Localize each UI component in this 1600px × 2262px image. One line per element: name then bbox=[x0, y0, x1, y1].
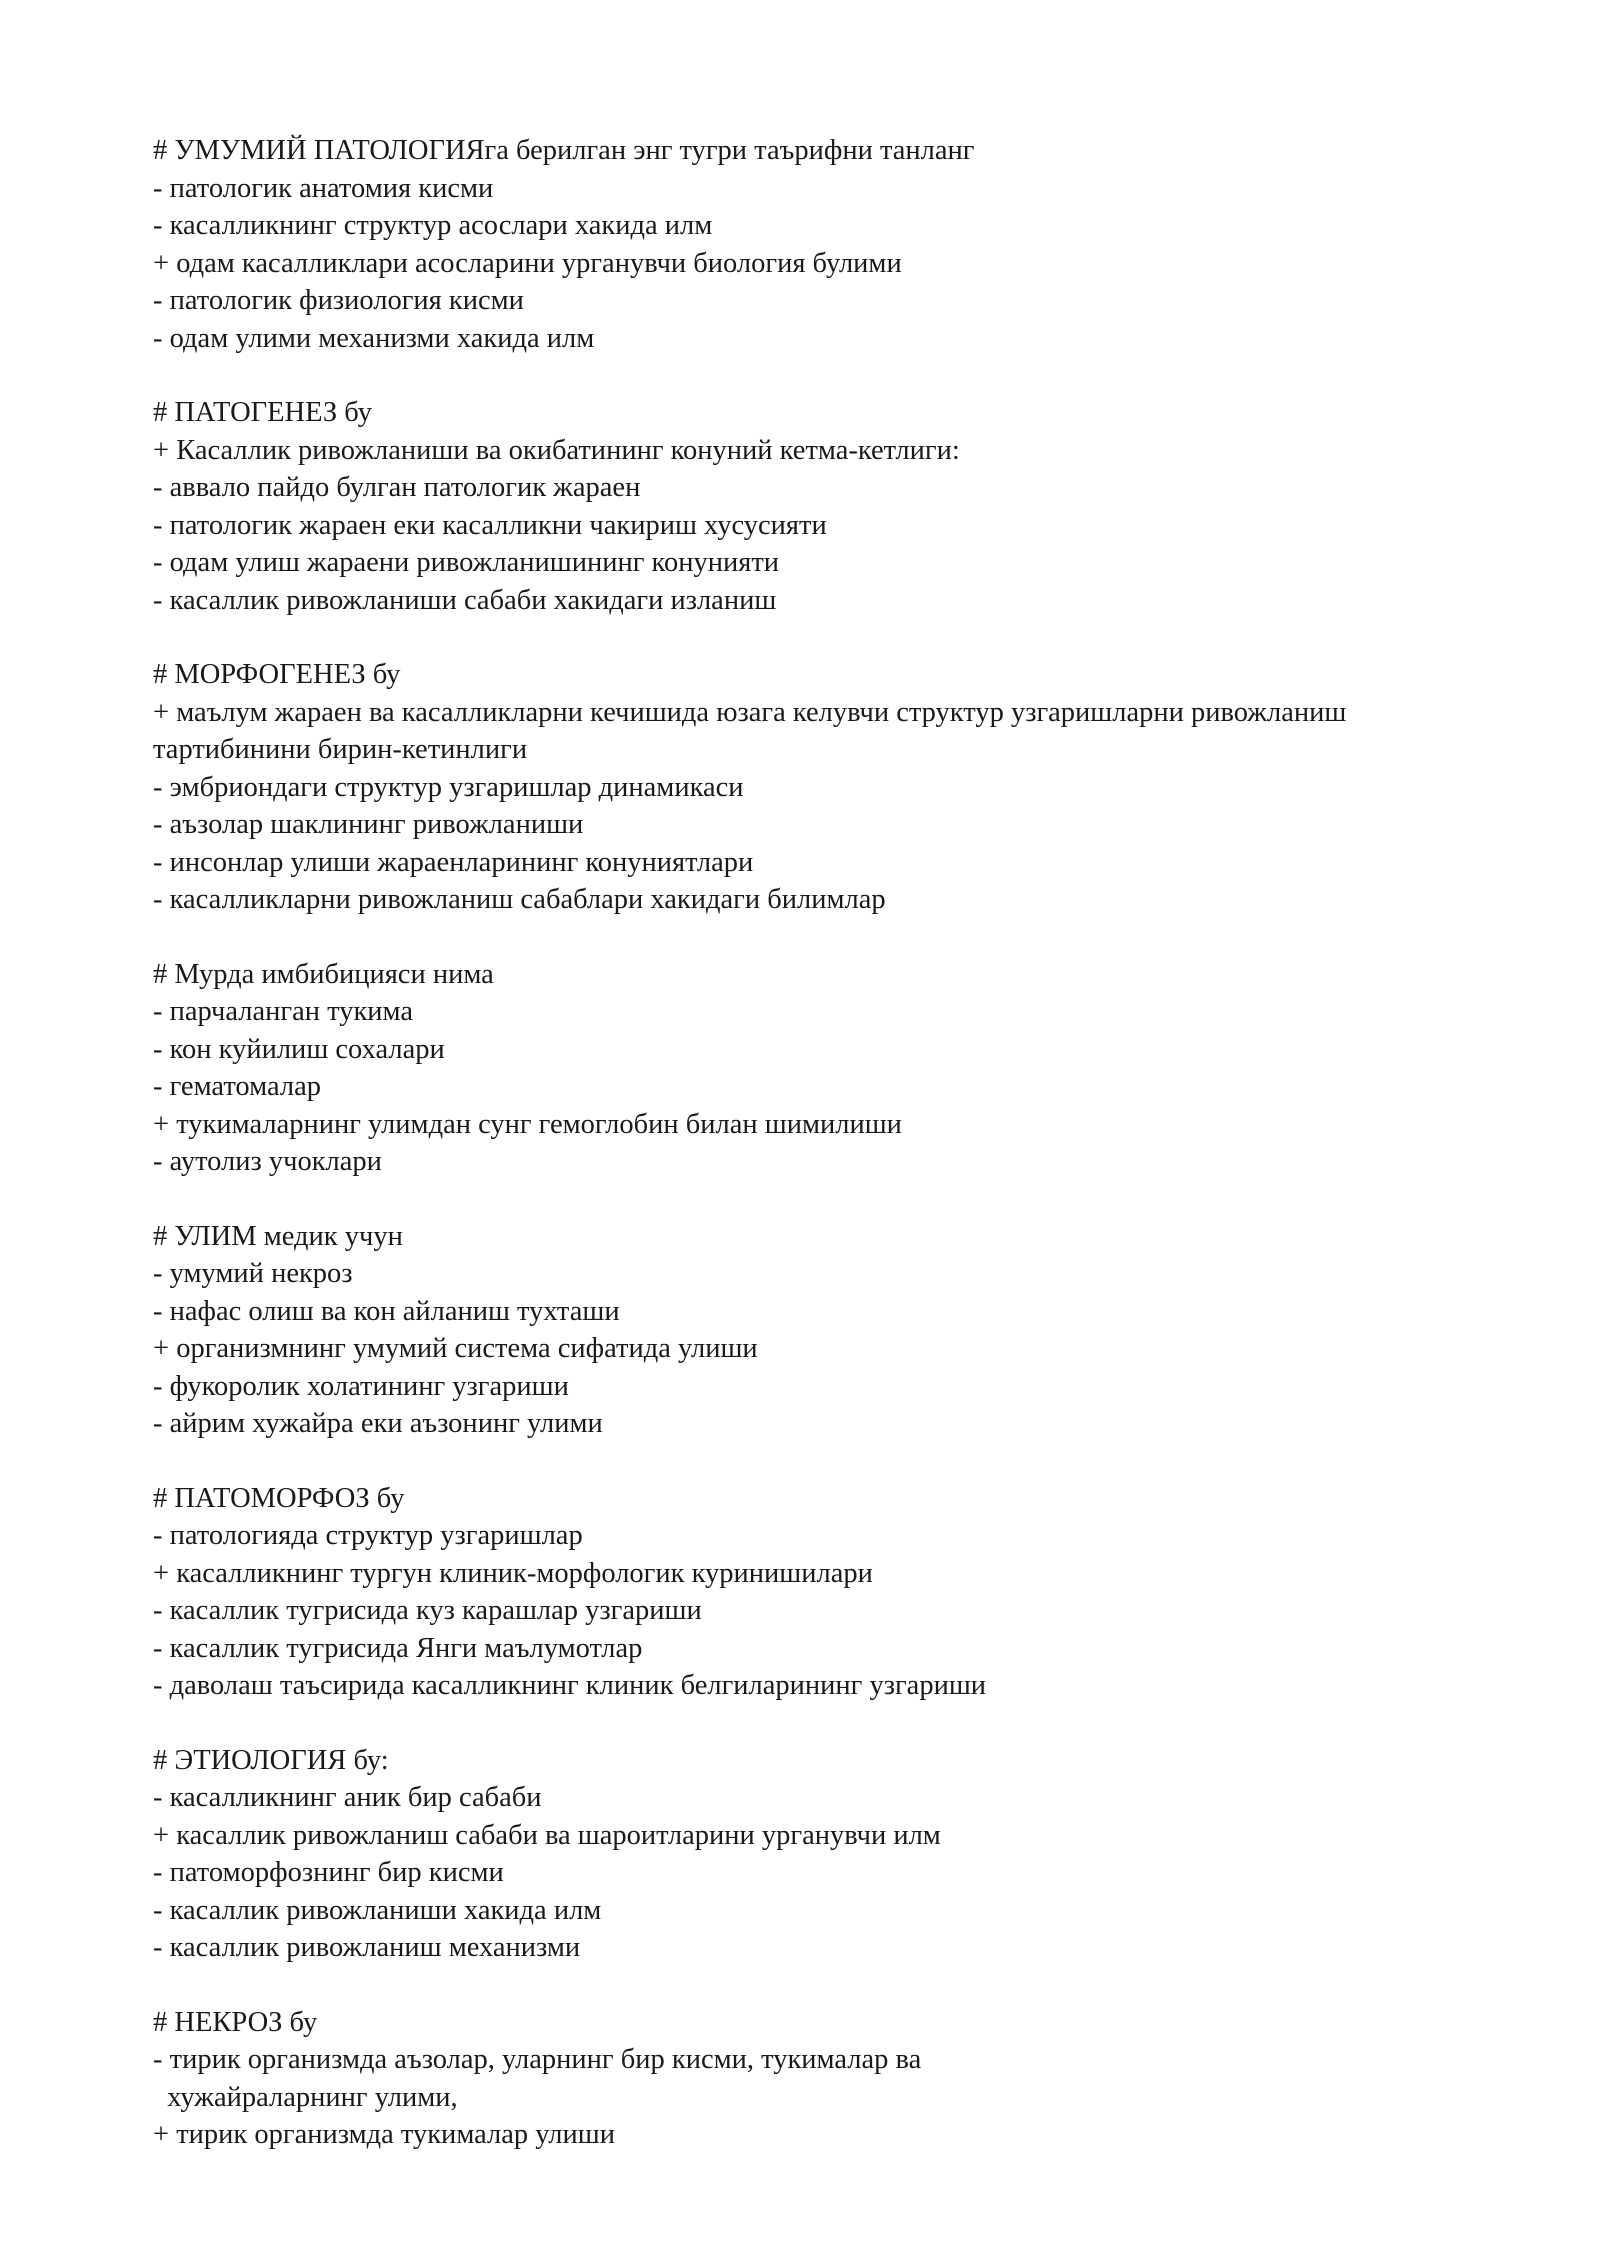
answer-option: + касалликнинг тургун клиник-морфологик куринишилари bbox=[153, 1557, 873, 1589]
answer-option: - касаллик ривожланиш механизми bbox=[153, 1932, 581, 1963]
answer-option: - касалликнинг аник бир сабаби bbox=[153, 1782, 542, 1813]
question-block bbox=[153, 132, 1533, 357]
answer-option: - аутолиз учоклари bbox=[153, 1146, 382, 1177]
answer-option: - касалликларни ривожланиш сабаблари хакидаги билимлар bbox=[153, 884, 886, 915]
answer-option: + тукималарнинг улимдан сунг гемоглобин билан шимилиши bbox=[153, 1108, 902, 1140]
question-block bbox=[153, 2004, 1533, 2154]
answer-option: - фукоролик холатининг узгариши bbox=[153, 1370, 569, 1402]
question-title: # УМУМИЙ ПАТОЛОГИЯга берилган энг тугри таърифни танланг bbox=[153, 135, 975, 166]
answer-option: - эмбриондаги структур узгаришлар динамикаси bbox=[153, 771, 744, 803]
answer-option: - аъзолар шаклининг ривожланиши bbox=[153, 809, 584, 840]
answer-option: - патологик физиология кисми bbox=[153, 285, 524, 316]
question-title: # УЛИМ медик учун bbox=[153, 1220, 403, 1252]
question-block bbox=[153, 1742, 1533, 1967]
question-block bbox=[153, 1218, 1533, 1443]
answer-option: - тирик организмда аъзолар, уларнинг бир кисми, тукималар ва bbox=[153, 2044, 922, 2075]
document-page bbox=[153, 132, 1533, 2191]
answer-option: + одам касалликлари асосларини урганувчи биология булими bbox=[153, 247, 902, 279]
answer-option: - инсонлар улиши жараенларининг конуниятлари bbox=[153, 846, 754, 878]
answer-option: - касаллик ривожланиши сабаби хакидаги изланиш bbox=[153, 584, 777, 616]
question-block bbox=[153, 956, 1533, 1181]
answer-option: - патологик анатомия кисми bbox=[153, 172, 494, 204]
answer-option: + организмнинг умумий система сифатида улиши bbox=[153, 1333, 758, 1364]
answer-option: - кон куйилиш сохалари bbox=[153, 1033, 445, 1065]
question-title: # НЕКРОЗ бу bbox=[153, 2006, 318, 2038]
question-title: # Мурда имбибицияси нима bbox=[153, 958, 494, 990]
answer-option: - даволаш таъсирида касалликнинг клиник белгиларининг узгариши bbox=[153, 1670, 987, 1701]
answer-option: - одам улиш жараени ривожланишининг конунияти bbox=[153, 547, 780, 578]
answer-option: - парчаланган тукима bbox=[153, 996, 414, 1027]
answer-option: - патологияда структур узгаришлар bbox=[153, 1520, 583, 1551]
question-block bbox=[153, 1480, 1533, 1705]
answer-option: - нафас олиш ва кон айланиш тухташи bbox=[153, 1295, 620, 1327]
question-title: # ПАТОГЕНЕЗ бу bbox=[153, 397, 372, 428]
answer-option: - касалликнинг структур асослари хакида илм bbox=[153, 210, 713, 241]
answer-option: - касаллик тугрисида Янги маълумотлар bbox=[153, 1632, 643, 1664]
answer-option: - патоморфознинг бир кисми bbox=[153, 1857, 504, 1888]
question-title: # МОРФОГЕНЕЗ бу bbox=[153, 659, 401, 690]
answer-option: + маълум жараен ва касалликларни кечишида юзага келувчи структур узгаришларни ривожланиш bbox=[153, 696, 1347, 728]
answer-option: - патологик жараен еки касалликни чакириш хусусияти bbox=[153, 509, 827, 541]
answer-option-continuation: хужайраларнинг улими, bbox=[153, 2081, 458, 2113]
answer-option: + касаллик ривожланиш сабаби ва шароитларини урганувчи илм bbox=[153, 1819, 941, 1851]
answer-option: - касаллик ривожланиши хакида илм bbox=[153, 1894, 602, 1926]
question-title: # ПАТОМОРФОЗ бу bbox=[153, 1482, 405, 1514]
question-block bbox=[153, 656, 1533, 919]
answer-option-continuation: тартибинини бирин-кетинлиги bbox=[153, 734, 528, 765]
question-block bbox=[153, 394, 1533, 619]
answer-option: - аввало пайдо булган патологик жараен bbox=[153, 472, 641, 503]
answer-option: - умумий некроз bbox=[153, 1258, 353, 1289]
answer-option: - гематомалар bbox=[153, 1071, 321, 1102]
answer-option: + тирик организмда тукималар улиши bbox=[153, 2119, 615, 2150]
answer-option: - айрим хужайра еки аъзонинг улими bbox=[153, 1408, 603, 1439]
answer-option: + Касаллик ривожланиши ва окибатининг конуний кетма-кетлиги: bbox=[153, 434, 960, 466]
answer-option: - одам улими механизми хакида илм bbox=[153, 322, 595, 354]
question-title: # ЭТИОЛОГИЯ бу: bbox=[153, 1744, 389, 1776]
answer-option: - касаллик тугрисида куз карашлар узгариши bbox=[153, 1595, 702, 1626]
